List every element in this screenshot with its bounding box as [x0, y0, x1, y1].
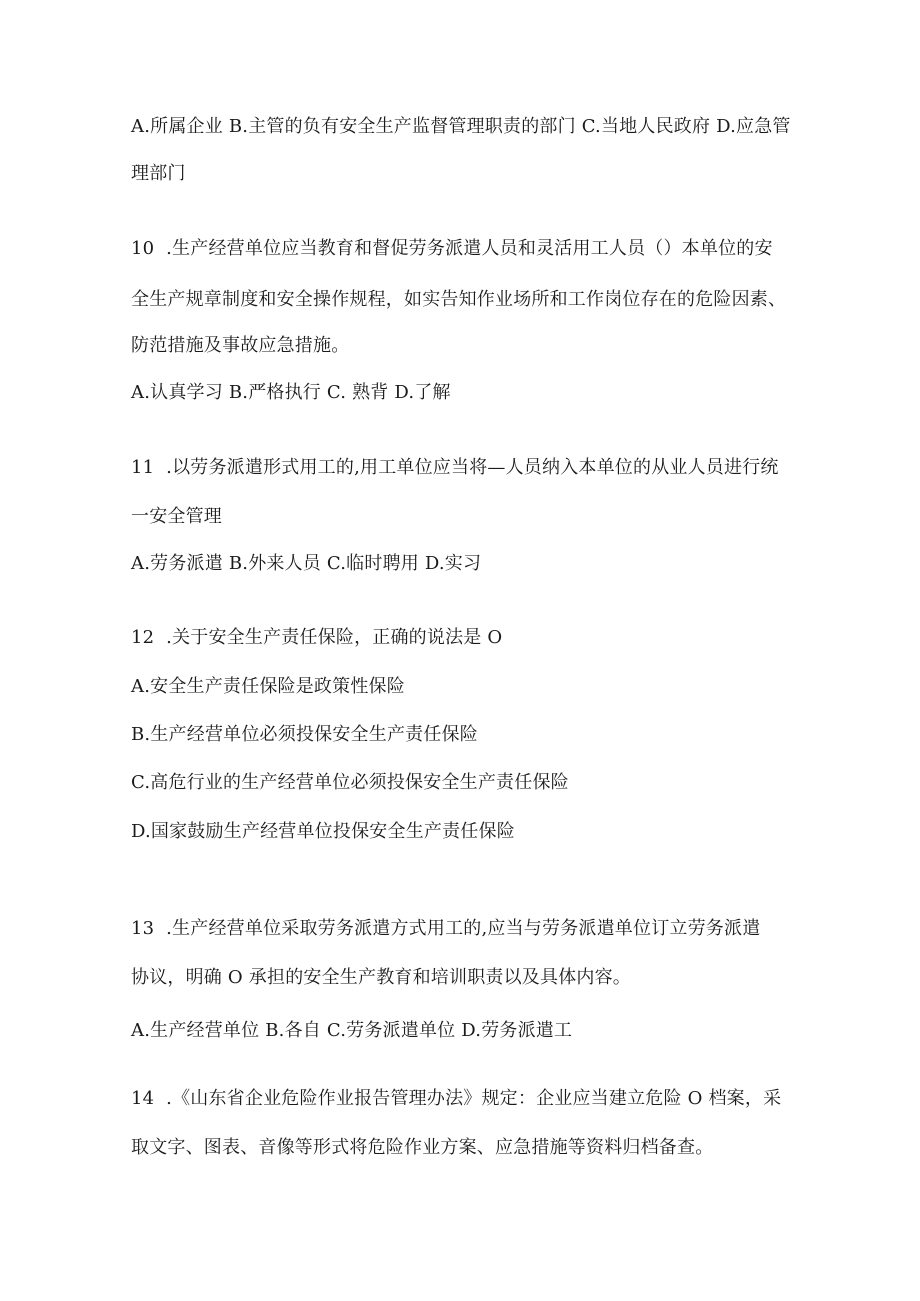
q11-options: A.劳务派遣 B.外来人员 C.临时聘用 D.实习 [131, 553, 482, 574]
q10-stem-line-2: 全生产规章制度和安全操作规程，如实告知作业场所和工作岗位存在的危险因素、 [131, 289, 787, 310]
q12-option-a: A.安全生产责任保险是政策性保险 [131, 676, 405, 697]
q12-option-d: D.国家鼓励生产经营单位投保安全生产责任保险 [131, 821, 515, 842]
q12-stem: 12 .关于安全生产责任保险，正确的说法是 O [131, 627, 503, 648]
q13-stem-line-1: 13 .生产经营单位采取劳务派遣方式用工的,应当与劳务派遣单位订立劳务派遣 [131, 918, 761, 939]
q11-stem-line-1: 11 .以劳务派遣形式用工的,用工单位应当将—人员纳入本单位的从业人员进行统 [131, 457, 779, 478]
q12-option-b: B.生产经营单位必须投保安全生产责任保险 [131, 724, 478, 745]
q9-options-line-2: 理部门 [131, 163, 186, 184]
q14-stem-line-2: 取文字、图表、音像等形式将危险作业方案、应急措施等资料归档备查。 [131, 1137, 714, 1158]
q10-options: A.认真学习 B.严格执行 C. 熟背 D.了解 [131, 382, 451, 403]
q11-stem-line-2: 一安全管理 [131, 506, 222, 527]
q14-stem-line-1: 14 .《山东省企业危险作业报告管理办法》规定：企业应当建立危险 O 档案，采 [131, 1088, 782, 1109]
q10-stem-line-1: 10 .生产经营单位应当教育和督促劳务派遣人员和灵活用工人员（）本单位的安 [131, 238, 773, 259]
q12-option-c: C.高危行业的生产经营单位必须投保安全生产责任保险 [131, 772, 569, 793]
q13-stem-line-2: 协议，明确 O 承担的安全生产教育和培训职责以及具体内容。 [131, 967, 631, 988]
q10-stem-line-3: 防范措施及事故应急措施。 [131, 335, 350, 356]
q9-options-line-1: A.所属企业 B.主管的负有安全生产监督管理职责的部门 C.当地人民政府 D.应急管 [131, 116, 791, 137]
q13-options: A.生产经营单位 B.各自 C.劳务派遣单位 D.劳务派遣工 [131, 1020, 573, 1041]
